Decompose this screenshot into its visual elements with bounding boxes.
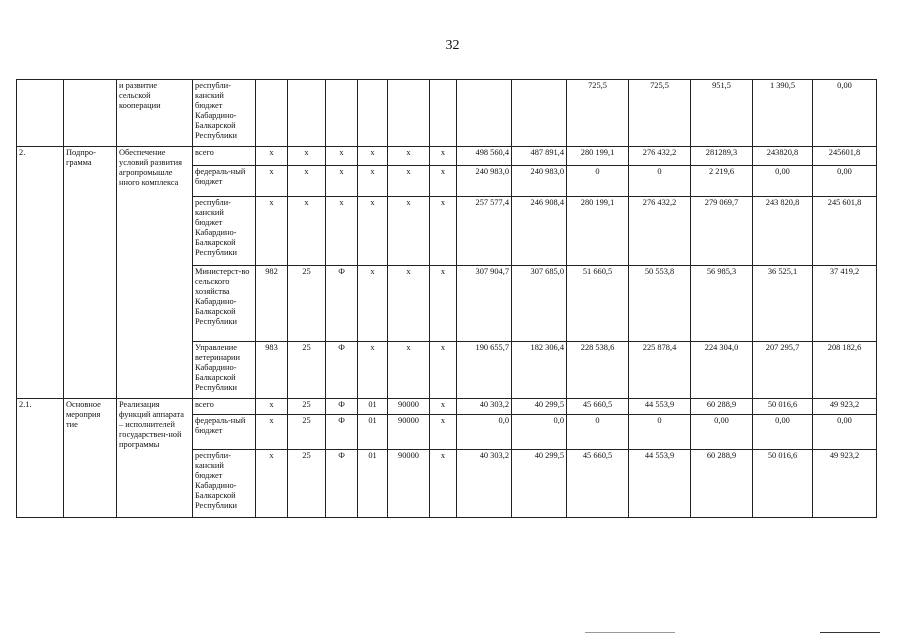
- value-cell: 40 303,2: [457, 399, 512, 415]
- value-cell: 240 983,0: [512, 166, 567, 197]
- code-direction: [388, 80, 430, 147]
- value-cell: 276 432,2: [629, 197, 691, 266]
- value-cell: 487 891,4: [512, 147, 567, 166]
- funding-source: всего: [193, 399, 256, 415]
- code-direction: х: [388, 197, 430, 266]
- value-cell: 0,00: [813, 166, 877, 197]
- code-direction: х: [388, 342, 430, 399]
- code-gp: 25: [288, 266, 326, 342]
- value-cell: 50 553,8: [629, 266, 691, 342]
- value-cell: 280 199,1: [567, 197, 629, 266]
- value-cell: 280 199,1: [567, 147, 629, 166]
- code-grbs: х: [256, 147, 288, 166]
- scan-artifact-line: [820, 632, 880, 633]
- page-number: 32: [445, 38, 460, 53]
- value-cell: 208 182,6: [813, 342, 877, 399]
- code-direction: х: [388, 166, 430, 197]
- value-cell: 49 923,2: [813, 450, 877, 518]
- code-grbs: х: [256, 166, 288, 197]
- value-cell: 190 655,7: [457, 342, 512, 399]
- value-cell: 2 219,6: [691, 166, 753, 197]
- code-direction: х: [388, 147, 430, 166]
- value-cell: 279 069,7: [691, 197, 753, 266]
- funding-source: Управление ветеринарии Кабардино-Балкарской Республики: [193, 342, 256, 399]
- value-cell: 50 016,6: [753, 399, 813, 415]
- value-cell: 0,00: [753, 166, 813, 197]
- code-grbs: х: [256, 197, 288, 266]
- value-cell: 243820,8: [753, 147, 813, 166]
- value-cell: 0: [567, 415, 629, 450]
- value-cell: 307 904,7: [457, 266, 512, 342]
- code-grbs: 982: [256, 266, 288, 342]
- code-gp: х: [288, 166, 326, 197]
- funding-source: федераль-ный бюджет: [193, 415, 256, 450]
- code-pgp: [326, 80, 358, 147]
- value-cell: 0,0: [457, 415, 512, 450]
- value-cell: 245 601,8: [813, 197, 877, 266]
- code-pgp: х: [326, 166, 358, 197]
- code-direction: 90000: [388, 415, 430, 450]
- code-grbs: х: [256, 415, 288, 450]
- code-om: х: [358, 197, 388, 266]
- code-gp: 25: [288, 342, 326, 399]
- value-cell: 243 820,8: [753, 197, 813, 266]
- code-om: 01: [358, 415, 388, 450]
- value-cell: 276 432,2: [629, 147, 691, 166]
- value-cell: 60 288,9: [691, 399, 753, 415]
- value-cell: 0: [629, 415, 691, 450]
- value-cell: 951,5: [691, 80, 753, 147]
- table-row: [17, 80, 877, 147]
- code-gp: х: [288, 197, 326, 266]
- code-om: х: [358, 166, 388, 197]
- value-cell: 725,5: [567, 80, 629, 147]
- value-cell: 0,00: [753, 415, 813, 450]
- code-om: х: [358, 266, 388, 342]
- row-number: 2.: [17, 147, 64, 399]
- value-cell: 40 299,5: [512, 450, 567, 518]
- funding-source: республи-канский бюджет Кабардино-Балкарской Республики: [193, 197, 256, 266]
- value-cell: 51 660,5: [567, 266, 629, 342]
- scan-artifact-line: [585, 632, 675, 633]
- code-pgp: Ф: [326, 450, 358, 518]
- value-cell: 224 304,0: [691, 342, 753, 399]
- code-om: 01: [358, 450, 388, 518]
- code-gp: х: [288, 147, 326, 166]
- funding-source: всего: [193, 147, 256, 166]
- row-number: 2.1.: [17, 399, 64, 518]
- funding-source: республи-канский бюджет Кабардино-Балкарской Республики: [193, 80, 256, 147]
- value-cell: 182 306,4: [512, 342, 567, 399]
- value-cell: 240 983,0: [457, 166, 512, 197]
- row-kind: Подпро-грамма: [64, 147, 117, 399]
- value-cell: 1 390,5: [753, 80, 813, 147]
- code-vr: х: [430, 266, 457, 342]
- value-cell: 725,5: [629, 80, 691, 147]
- code-om: х: [358, 147, 388, 166]
- code-om: х: [358, 342, 388, 399]
- value-cell: 207 295,7: [753, 342, 813, 399]
- table-row: [17, 147, 877, 166]
- value-cell: 498 560,4: [457, 147, 512, 166]
- value-cell: 56 985,3: [691, 266, 753, 342]
- value-cell: 307 685,0: [512, 266, 567, 342]
- code-pgp: Ф: [326, 415, 358, 450]
- code-vr: х: [430, 415, 457, 450]
- code-gp: [288, 80, 326, 147]
- value-cell: 0,0: [512, 415, 567, 450]
- code-grbs: х: [256, 450, 288, 518]
- code-vr: х: [430, 166, 457, 197]
- code-pgp: х: [326, 197, 358, 266]
- value-cell: 44 553,9: [629, 450, 691, 518]
- row-name: Обеспечение условий развития агропромышле нного комплекса: [117, 147, 193, 399]
- value-cell: 40 303,2: [457, 450, 512, 518]
- value-cell: 0,00: [813, 80, 877, 147]
- code-vr: [430, 80, 457, 147]
- row-name: Реализация функций аппарата – исполнителей государствен-ной программы: [117, 399, 193, 518]
- budget-table: [16, 79, 877, 518]
- value-cell: 225 878,4: [629, 342, 691, 399]
- value-cell: 60 288,9: [691, 450, 753, 518]
- value-cell: 246 908,4: [512, 197, 567, 266]
- code-grbs: 983: [256, 342, 288, 399]
- funding-source: Министерст-во сельского хозяйства Кабардино-Балкарской Республики: [193, 266, 256, 342]
- code-vr: х: [430, 399, 457, 415]
- value-cell: 228 538,6: [567, 342, 629, 399]
- row-number: [17, 80, 64, 147]
- value-cell: 245601,8: [813, 147, 877, 166]
- code-vr: х: [430, 147, 457, 166]
- row-kind: [64, 80, 117, 147]
- code-direction: 90000: [388, 450, 430, 518]
- value-cell: 0,00: [813, 415, 877, 450]
- value-cell: 281289,3: [691, 147, 753, 166]
- code-pgp: Ф: [326, 266, 358, 342]
- code-gp: 25: [288, 450, 326, 518]
- value-cell: 36 525,1: [753, 266, 813, 342]
- value-cell: 37 419,2: [813, 266, 877, 342]
- funding-source: республи-канский бюджет Кабардино-Балкарской Республики: [193, 450, 256, 518]
- row-name: и развитие сельской кооперации: [117, 80, 193, 147]
- code-om: 01: [358, 399, 388, 415]
- value-cell: 257 577,4: [457, 197, 512, 266]
- value-cell: 0,00: [691, 415, 753, 450]
- code-om: [358, 80, 388, 147]
- value-cell: 44 553,9: [629, 399, 691, 415]
- code-direction: х: [388, 266, 430, 342]
- code-grbs: [256, 80, 288, 147]
- code-direction: 90000: [388, 399, 430, 415]
- table-row: [17, 399, 877, 415]
- value-cell: 40 299,5: [512, 399, 567, 415]
- code-gp: 25: [288, 399, 326, 415]
- code-vr: х: [430, 450, 457, 518]
- funding-source: федераль-ный бюджет: [193, 166, 256, 197]
- code-vr: х: [430, 197, 457, 266]
- row-kind: Основное мероприя тие: [64, 399, 117, 518]
- value-cell: 45 660,5: [567, 399, 629, 415]
- value-cell: [512, 80, 567, 147]
- value-cell: [457, 80, 512, 147]
- value-cell: 50 016,6: [753, 450, 813, 518]
- code-vr: х: [430, 342, 457, 399]
- code-pgp: Ф: [326, 399, 358, 415]
- code-gp: 25: [288, 415, 326, 450]
- code-grbs: х: [256, 399, 288, 415]
- value-cell: 49 923,2: [813, 399, 877, 415]
- value-cell: 0: [567, 166, 629, 197]
- value-cell: 0: [629, 166, 691, 197]
- value-cell: 45 660,5: [567, 450, 629, 518]
- code-pgp: Ф: [326, 342, 358, 399]
- code-pgp: х: [326, 147, 358, 166]
